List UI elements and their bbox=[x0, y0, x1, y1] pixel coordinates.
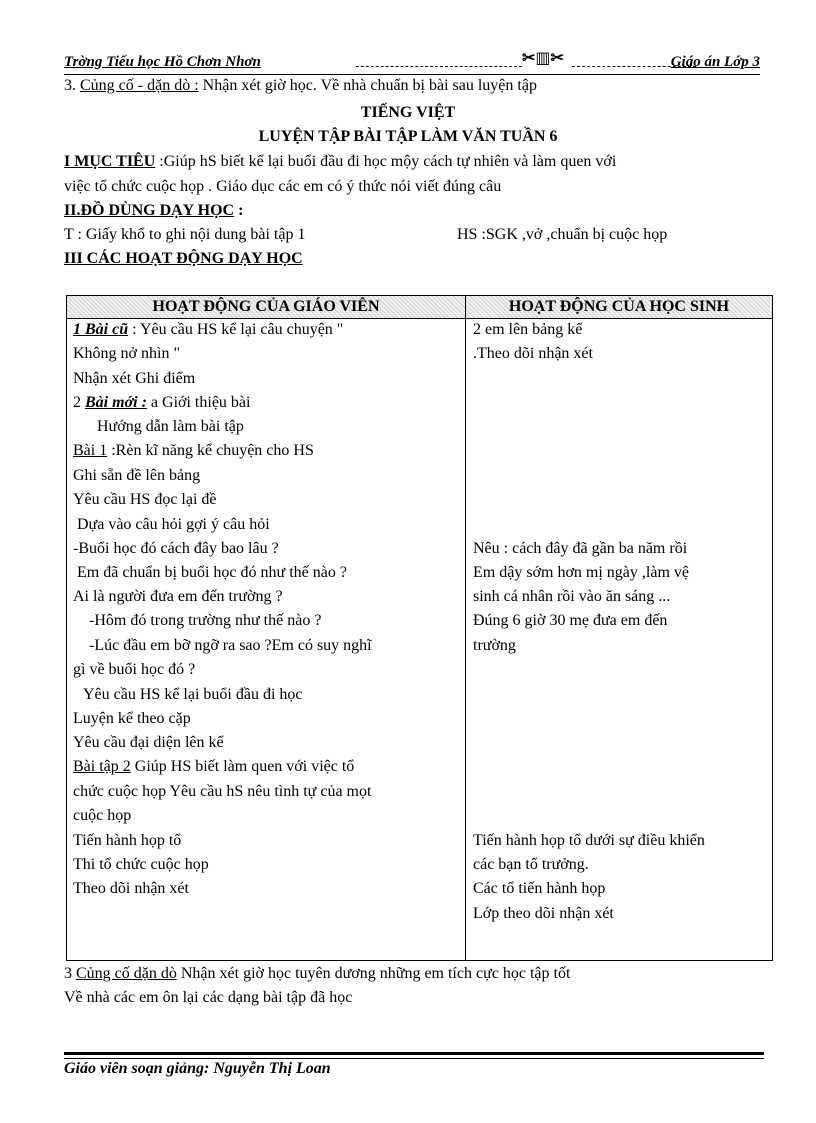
intro-text: Nhận xét giờ học. Về nhà chuẩn bị bài sau luyện tập bbox=[198, 77, 537, 94]
header-rule bbox=[64, 74, 760, 75]
teacher-line: Ai là người đưa em đến trường ? bbox=[73, 588, 283, 605]
teacher-line: gì về buổi học đó ? bbox=[73, 661, 196, 678]
teacher-line: cuộc họp bbox=[73, 807, 132, 824]
intro-prefix: 3. bbox=[64, 77, 80, 94]
lesson-title: LUYỆN TẬP BÀI TẬP LÀM VĂN TUẦN 6 bbox=[258, 128, 558, 145]
exercise-1-text: :Rèn kĩ năng kể chuyện cho HS bbox=[107, 442, 314, 459]
subject-title: TIẾNG VIỆT bbox=[360, 104, 456, 121]
teacher-signature: Giáo viên soạn giảng: Nguyễn Thị Loan bbox=[64, 1060, 331, 1077]
new-lesson-prefix: 2 bbox=[73, 394, 85, 411]
objectives-text-1: :Giúp hS biết kể lại buổi đầu đi học mộy cách tự nhiên và làm quen với bbox=[155, 153, 617, 170]
teacher-line: Luyện kể theo cặp bbox=[73, 710, 191, 727]
teacher-line: Dựa vào câu hỏi gợi ý câu hỏi bbox=[77, 516, 270, 533]
materials-suffix: : bbox=[234, 202, 244, 219]
teacher-line: -Buổi học đó cách đây bao lâu ? bbox=[73, 540, 279, 557]
exercise-1-label: Bài 1 bbox=[73, 442, 108, 459]
teacher-line: Hướng dẫn làm bài tập bbox=[97, 418, 244, 435]
teacher-line bbox=[73, 391, 250, 415]
materials-label: II.ĐỒ DÙNG DẠY HỌC bbox=[64, 202, 235, 219]
student-line: trường bbox=[473, 637, 516, 654]
closing-text: Nhận xét giờ học tuyên dương những em tích cực học tập tốt bbox=[176, 965, 571, 982]
intro-label: Củng cố - dặn dò : bbox=[80, 77, 199, 94]
closing-line-1 bbox=[64, 964, 570, 984]
teacher-line bbox=[73, 318, 343, 342]
student-line: Đúng 6 giờ 30 mẹ đưa em đến bbox=[473, 612, 668, 629]
exercise-2-label: Bài tập 2 bbox=[73, 758, 131, 775]
school-name: Trờng Tiểu học Hồ Chơn Nhơn bbox=[64, 54, 261, 70]
page-header bbox=[64, 50, 760, 76]
activities-title: III CÁC HOẠT ĐỘNG DẠY HỌC bbox=[64, 250, 303, 267]
teacher-line: Không nở nhìn " bbox=[73, 345, 180, 362]
teacher-line: Em đã chuẩn bị buổi học đó như thế nào ? bbox=[77, 564, 347, 581]
table-header bbox=[67, 296, 772, 319]
teacher-line: Yêu cầu HS đọc lại đề bbox=[73, 491, 217, 508]
teacher-line bbox=[73, 755, 354, 779]
materials-student: HS :SGK ,vở ,chuẩn bị cuộc họp bbox=[457, 226, 668, 243]
activities-table bbox=[66, 295, 773, 961]
header-ornament-icon: ✂▥✂ bbox=[522, 50, 564, 67]
teacher-line: Yêu cầu HS kể lại buổi đầu đi học bbox=[83, 686, 303, 703]
student-line: Các tổ tiến hành họp bbox=[473, 880, 606, 897]
teacher-line: chức cuộc họp Yêu cầu hS nêu tình tự của mọt bbox=[73, 783, 372, 800]
student-line: Nêu : cách đây đã gần ba năm rồi bbox=[473, 540, 688, 557]
student-line: Lớp theo dõi nhận xét bbox=[473, 905, 614, 922]
objectives-label: I MỤC TIÊU bbox=[64, 153, 156, 170]
objectives-line-2: việc tổ chức cuộc họp . Giáo dục các em có ý thức nói viết đúng câu bbox=[64, 178, 502, 195]
student-line: sinh cá nhân rồi vào ăn sáng ... bbox=[473, 588, 671, 605]
teacher-line: Ghi sẵn đề lên bảng bbox=[73, 467, 201, 484]
materials-heading bbox=[64, 201, 243, 221]
student-line: Tiến hành họp tổ dưới sự điều khiển bbox=[473, 832, 705, 849]
header-dotted-line bbox=[356, 66, 522, 67]
closing-label: Củng cố dặn dò bbox=[76, 965, 177, 982]
exercise-2-text: Giúp HS biết làm quen với việc tổ bbox=[130, 758, 355, 775]
old-lesson-text: : Yêu cầu HS kể lại câu chuyện " bbox=[128, 321, 344, 338]
teacher-line: Nhận xét Ghi điểm bbox=[73, 370, 196, 387]
student-line: 2 em lên bảng kể bbox=[473, 321, 583, 338]
student-line: .Theo dõi nhận xét bbox=[473, 345, 593, 362]
header-title: Giáo án Lớp 3 bbox=[670, 54, 760, 70]
teacher-line: -Hôm đó trong trường như thế nào ? bbox=[89, 612, 322, 629]
teacher-line bbox=[73, 439, 314, 463]
teacher-line: Theo dõi nhận xét bbox=[73, 880, 189, 897]
materials-teacher: T : Giấy khổ to ghi nội dung bài tập 1 bbox=[64, 226, 306, 243]
teacher-line: -Lúc đầu em bỡ ngỡ ra sao ?Em có suy nghĩ bbox=[89, 637, 372, 654]
new-lesson-text: a Giới thiệu bài bbox=[146, 394, 251, 411]
closing-prefix: 3 bbox=[64, 965, 76, 982]
old-lesson-label: 1 Bài cũ bbox=[73, 321, 129, 338]
teacher-line: Thi tổ chức cuộc họp bbox=[73, 856, 209, 873]
teacher-line: Tiến hành họp tổ bbox=[73, 832, 182, 849]
student-column-header: HOẠT ĐỘNG CỦA HỌC SINH bbox=[508, 298, 730, 315]
intro-line bbox=[64, 76, 537, 96]
student-line: Em dậy sớm hơn mị ngày ,làm vệ bbox=[473, 564, 689, 581]
footer-rule-thick bbox=[64, 1052, 764, 1055]
student-line: các bạn tổ trưởng. bbox=[473, 856, 589, 873]
teacher-line: Yêu cầu đại diện lên kể bbox=[73, 734, 224, 751]
objectives-line-1 bbox=[64, 152, 616, 172]
footer-rule-thin bbox=[64, 1058, 764, 1059]
column-divider bbox=[465, 296, 466, 960]
teacher-column-header: HOẠT ĐỘNG CỦA GIÁO VIÊN bbox=[152, 298, 380, 315]
closing-line-2: Về nhà các em ôn lại các dạng bài tập đã học bbox=[64, 989, 353, 1006]
new-lesson-label: Bài mới : bbox=[85, 394, 147, 411]
